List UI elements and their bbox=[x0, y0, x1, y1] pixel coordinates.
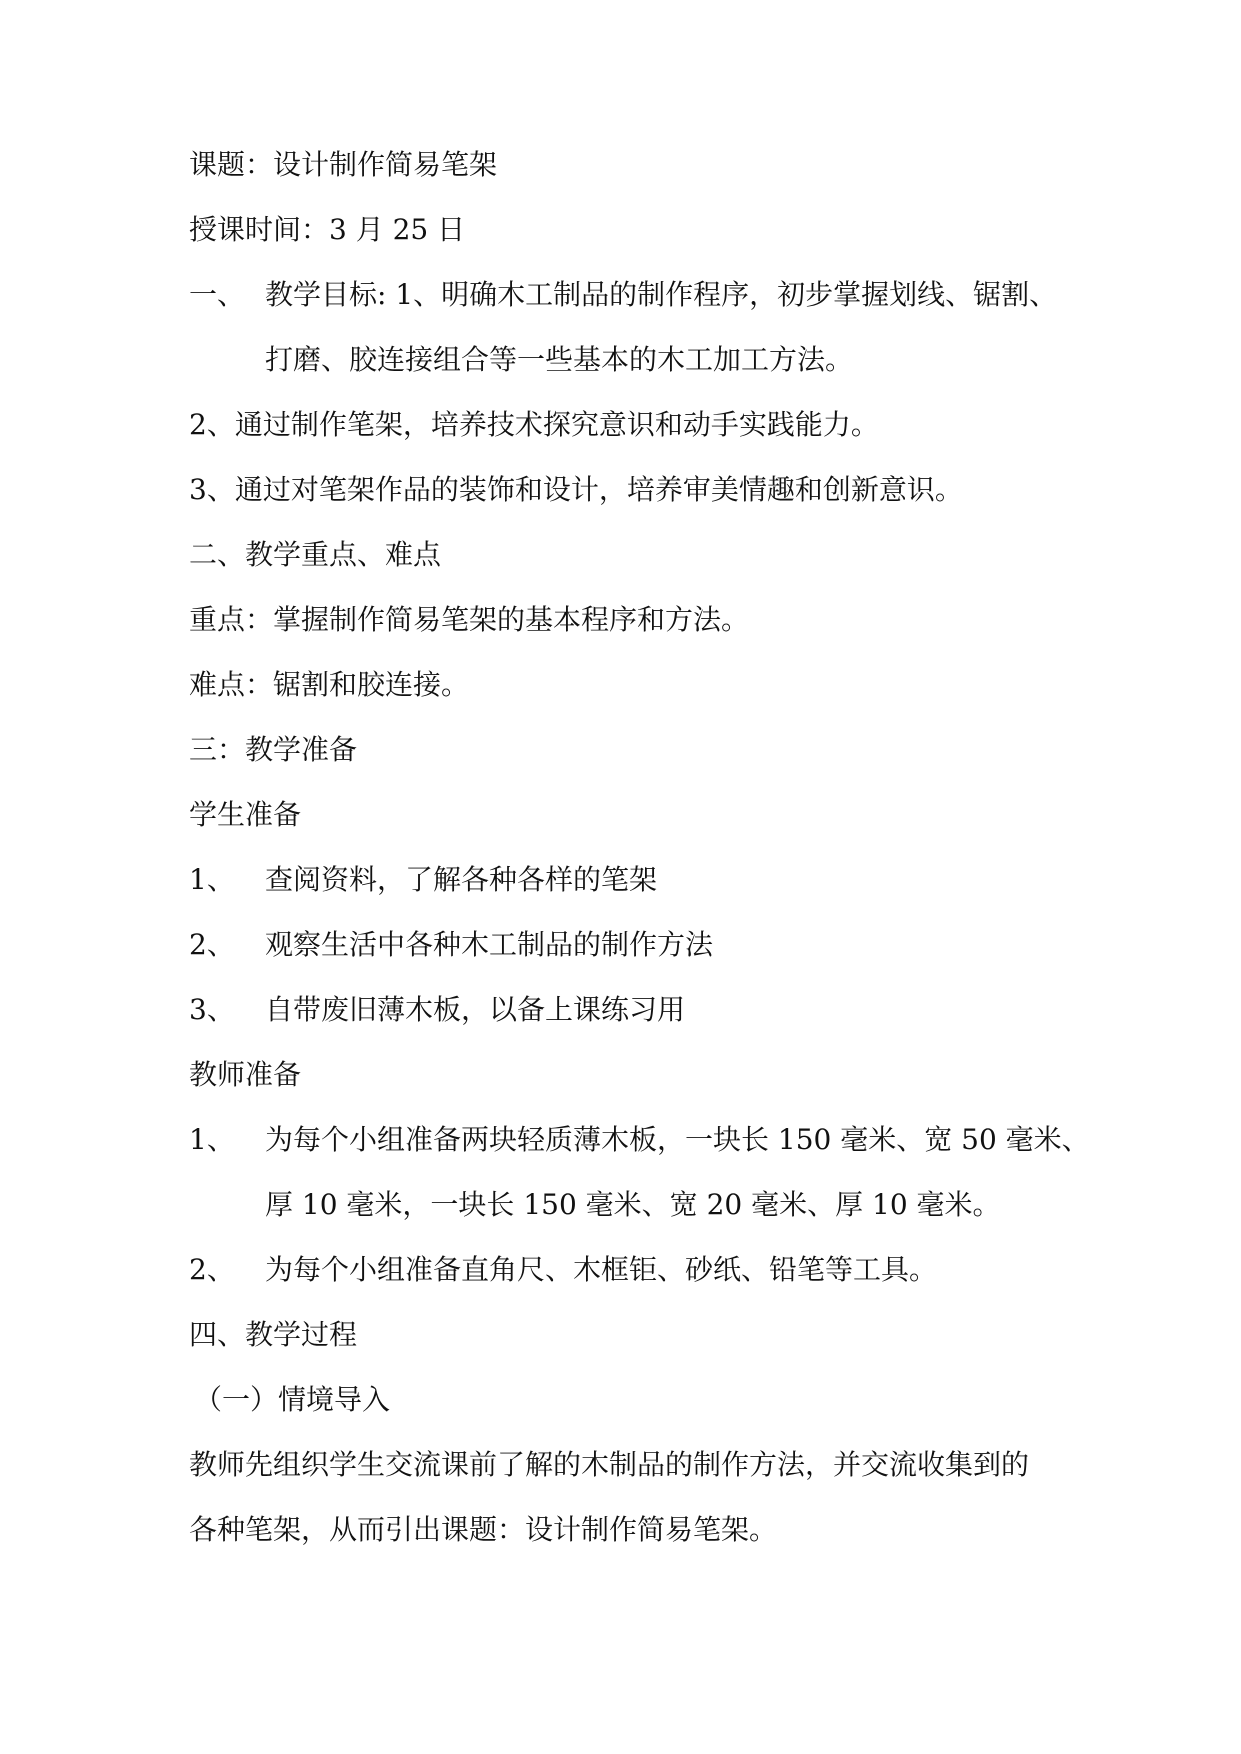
intro-heading: （一）情境导入 bbox=[194, 1383, 391, 1416]
key-heading: 二、教学重点、难点 bbox=[189, 538, 442, 571]
key-point: 重点：掌握制作简易笔架的基本程序和方法。 bbox=[189, 603, 750, 636]
goal-2: 2、通过制作笔架，培养技术探究意识和动手实践能力。 bbox=[189, 408, 879, 441]
teacher-item-2: 为每个小组准备直角尺、木框钜、砂纸、铅笔等工具。 bbox=[265, 1253, 938, 1286]
teacher-item-1-line-1: 为每个小组准备两块轻质薄木板，一块长 150 毫米、宽 50 毫米、 bbox=[265, 1123, 1090, 1156]
student-item-3-number: 3、 bbox=[189, 993, 235, 1026]
teacher-item-2-number: 2、 bbox=[189, 1253, 235, 1286]
student-item-2: 观察生活中各种木工制品的制作方法 bbox=[265, 928, 714, 961]
student-item-1: 查阅资料，了解各种各样的笔架 bbox=[265, 863, 658, 896]
student-item-1-number: 1、 bbox=[189, 863, 235, 896]
goal-section-number: 一、 bbox=[189, 278, 246, 311]
goal-1-line-1: 教学目标: 1、明确木工制品的制作程序，初步掌握划线、锯割、 bbox=[265, 278, 1058, 311]
intro-paragraph-line-1: 教师先组织学生交流课前了解的木制品的制作方法，并交流收集到的 bbox=[189, 1448, 1030, 1481]
student-item-2-number: 2、 bbox=[189, 928, 235, 961]
goal-3: 3、通过对笔架作品的装饰和设计，培养审美情趣和创新意识。 bbox=[189, 473, 963, 506]
student-prep-heading: 学生准备 bbox=[189, 798, 302, 831]
process-heading: 四、教学过程 bbox=[189, 1318, 358, 1351]
prep-heading: 三：教学准备 bbox=[189, 733, 358, 766]
goal-1-line-2: 打磨、胶连接组合等一些基本的木工加工方法。 bbox=[265, 343, 854, 376]
teacher-prep-heading: 教师准备 bbox=[189, 1058, 302, 1091]
intro-paragraph-line-2: 各种笔架，从而引出课题：设计制作简易笔架。 bbox=[189, 1513, 778, 1546]
lesson-time: 授课时间：3 月 25 日 bbox=[189, 213, 466, 246]
lesson-title: 课题：设计制作简易笔架 bbox=[189, 148, 498, 181]
teacher-item-1-line-2: 厚 10 毫米，一块长 150 毫米、宽 20 毫米、厚 10 毫米。 bbox=[265, 1188, 1001, 1221]
student-item-3: 自带废旧薄木板，以备上课练习用 bbox=[265, 993, 686, 1026]
teacher-item-1-number: 1、 bbox=[189, 1123, 235, 1156]
difficulty: 难点：锯割和胶连接。 bbox=[189, 668, 470, 701]
